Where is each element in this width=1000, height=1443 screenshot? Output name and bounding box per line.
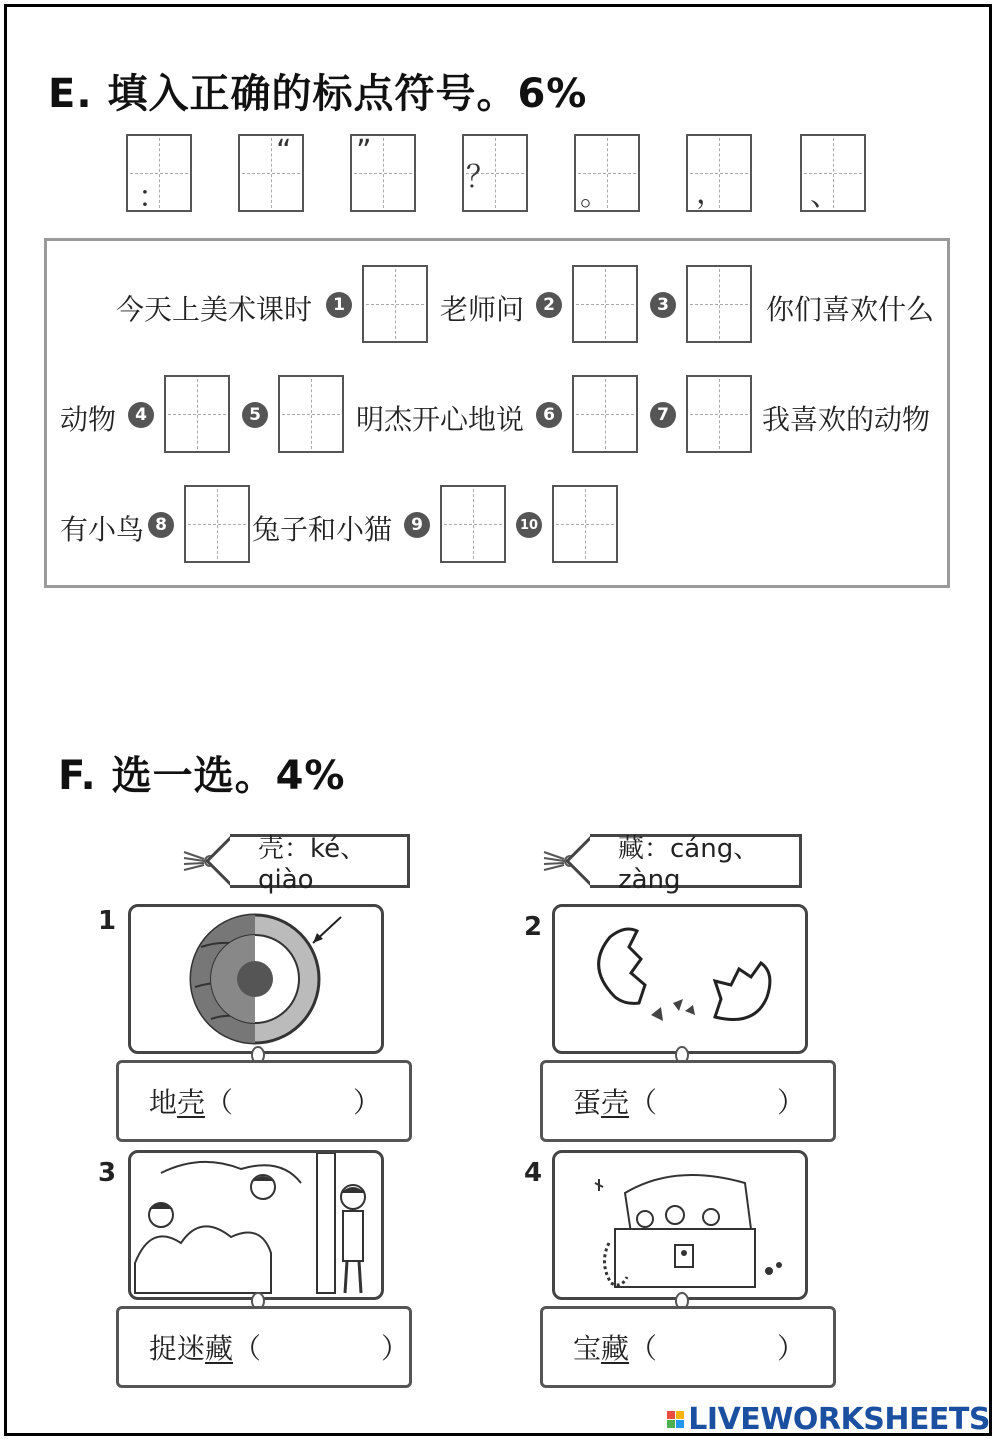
- word-prefix: 地: [149, 1086, 178, 1119]
- target-character: 壳: [177, 1086, 206, 1119]
- logo-text: LIVEWORKSHEETS: [688, 1402, 990, 1437]
- close-paren: ）: [381, 1332, 410, 1365]
- section-f-title: F. 选一选。4%: [58, 753, 346, 799]
- option-cell-period: [574, 134, 640, 212]
- blank-number: 6: [536, 402, 562, 428]
- item-number: 3: [98, 1158, 117, 1188]
- sentence-text: 老师问: [440, 293, 525, 326]
- sentence-text: 你们喜欢什么: [766, 293, 935, 326]
- logo-blocks-icon: [667, 1411, 684, 1428]
- sentence-text: 我喜欢的动物: [762, 403, 931, 436]
- item-number: 2: [524, 912, 543, 942]
- earth-crust-illustration: [131, 907, 381, 1051]
- option-cell-question: [462, 134, 528, 212]
- target-character: 壳: [601, 1086, 630, 1119]
- open-paren: （: [205, 1086, 234, 1119]
- picture-card-treasure: [552, 1150, 808, 1300]
- answer-label-3[interactable]: [116, 1306, 412, 1388]
- option-open-quote: “: [276, 134, 292, 169]
- eggshell-illustration: [555, 907, 805, 1051]
- sentence-text: 兔子和小猫: [252, 513, 393, 546]
- blank-number: 1: [326, 292, 352, 318]
- hide-and-seek-illustration: [131, 1153, 381, 1297]
- option-cell-enumeration-comma: [800, 134, 866, 212]
- blank-number: 4: [128, 402, 154, 428]
- close-paren: ）: [777, 1086, 806, 1119]
- word-prefix: 蛋: [573, 1086, 602, 1119]
- blank-number: 2: [536, 292, 562, 318]
- item-number: 4: [524, 1158, 543, 1188]
- pinyin-tag-cang: 藏：cáng、zàng: [590, 834, 802, 888]
- answer-label-1[interactable]: [116, 1060, 412, 1142]
- sentence-text: 今天上美术课时: [116, 293, 313, 326]
- word-prefix: 宝: [573, 1332, 602, 1365]
- answer-cell-3[interactable]: [686, 265, 752, 343]
- sentence-text: 有小鸟: [60, 513, 145, 546]
- blank-number: 10: [516, 512, 542, 538]
- treasure-chest-illustration: [555, 1153, 805, 1297]
- sentence-text: 动物: [60, 403, 117, 436]
- answer-cell-7[interactable]: [686, 375, 752, 453]
- open-paren: （: [629, 1086, 658, 1119]
- option-period: 。: [580, 178, 610, 213]
- blank-number: 5: [242, 402, 268, 428]
- picture-card-egg: [552, 904, 808, 1054]
- option-comma: ，: [696, 176, 726, 211]
- picture-card-earth: [128, 904, 384, 1054]
- word-prefix: 捉迷: [149, 1332, 206, 1365]
- option-question-mark: ？: [466, 160, 496, 195]
- option-close-quote: ”: [356, 134, 372, 169]
- sentence-text: 明杰开心地说: [356, 403, 525, 436]
- open-paren: （: [233, 1332, 262, 1365]
- answer-label-4[interactable]: [540, 1306, 836, 1388]
- answer-cell-8[interactable]: [184, 485, 250, 563]
- answer-cell-1[interactable]: [362, 265, 428, 343]
- answer-cell-6[interactable]: [572, 375, 638, 453]
- option-colon: ：: [138, 180, 168, 215]
- picture-card-hide-and-seek: [128, 1150, 384, 1300]
- answer-cell-10[interactable]: [552, 485, 618, 563]
- option-cell-open-quote: [238, 134, 304, 212]
- item-number: 1: [98, 906, 117, 936]
- target-character: 藏: [205, 1332, 234, 1365]
- answer-label-2[interactable]: [540, 1060, 836, 1142]
- open-paren: （: [629, 1332, 658, 1365]
- blank-number: 8: [148, 512, 174, 538]
- answer-cell-5[interactable]: [278, 375, 344, 453]
- option-enumeration-comma: 、: [810, 178, 840, 213]
- option-cell-comma: [686, 134, 752, 212]
- blank-number: 3: [650, 292, 676, 318]
- answer-cell-2[interactable]: [572, 265, 638, 343]
- close-paren: ）: [777, 1332, 806, 1365]
- answer-cell-4[interactable]: [164, 375, 230, 453]
- blank-number: 7: [650, 402, 676, 428]
- option-cell-colon: [126, 134, 192, 215]
- close-paren: ）: [353, 1086, 382, 1119]
- pinyin-tag-ke: 壳：ké、qiào: [230, 834, 410, 888]
- answer-cell-9[interactable]: [440, 485, 506, 563]
- blank-number: 9: [404, 512, 430, 538]
- target-character: 藏: [601, 1332, 630, 1365]
- liveworksheets-logo: [667, 1402, 990, 1437]
- section-e-title: E. 填入正确的标点符号。6%: [48, 71, 588, 117]
- option-cell-close-quote: [350, 134, 416, 212]
